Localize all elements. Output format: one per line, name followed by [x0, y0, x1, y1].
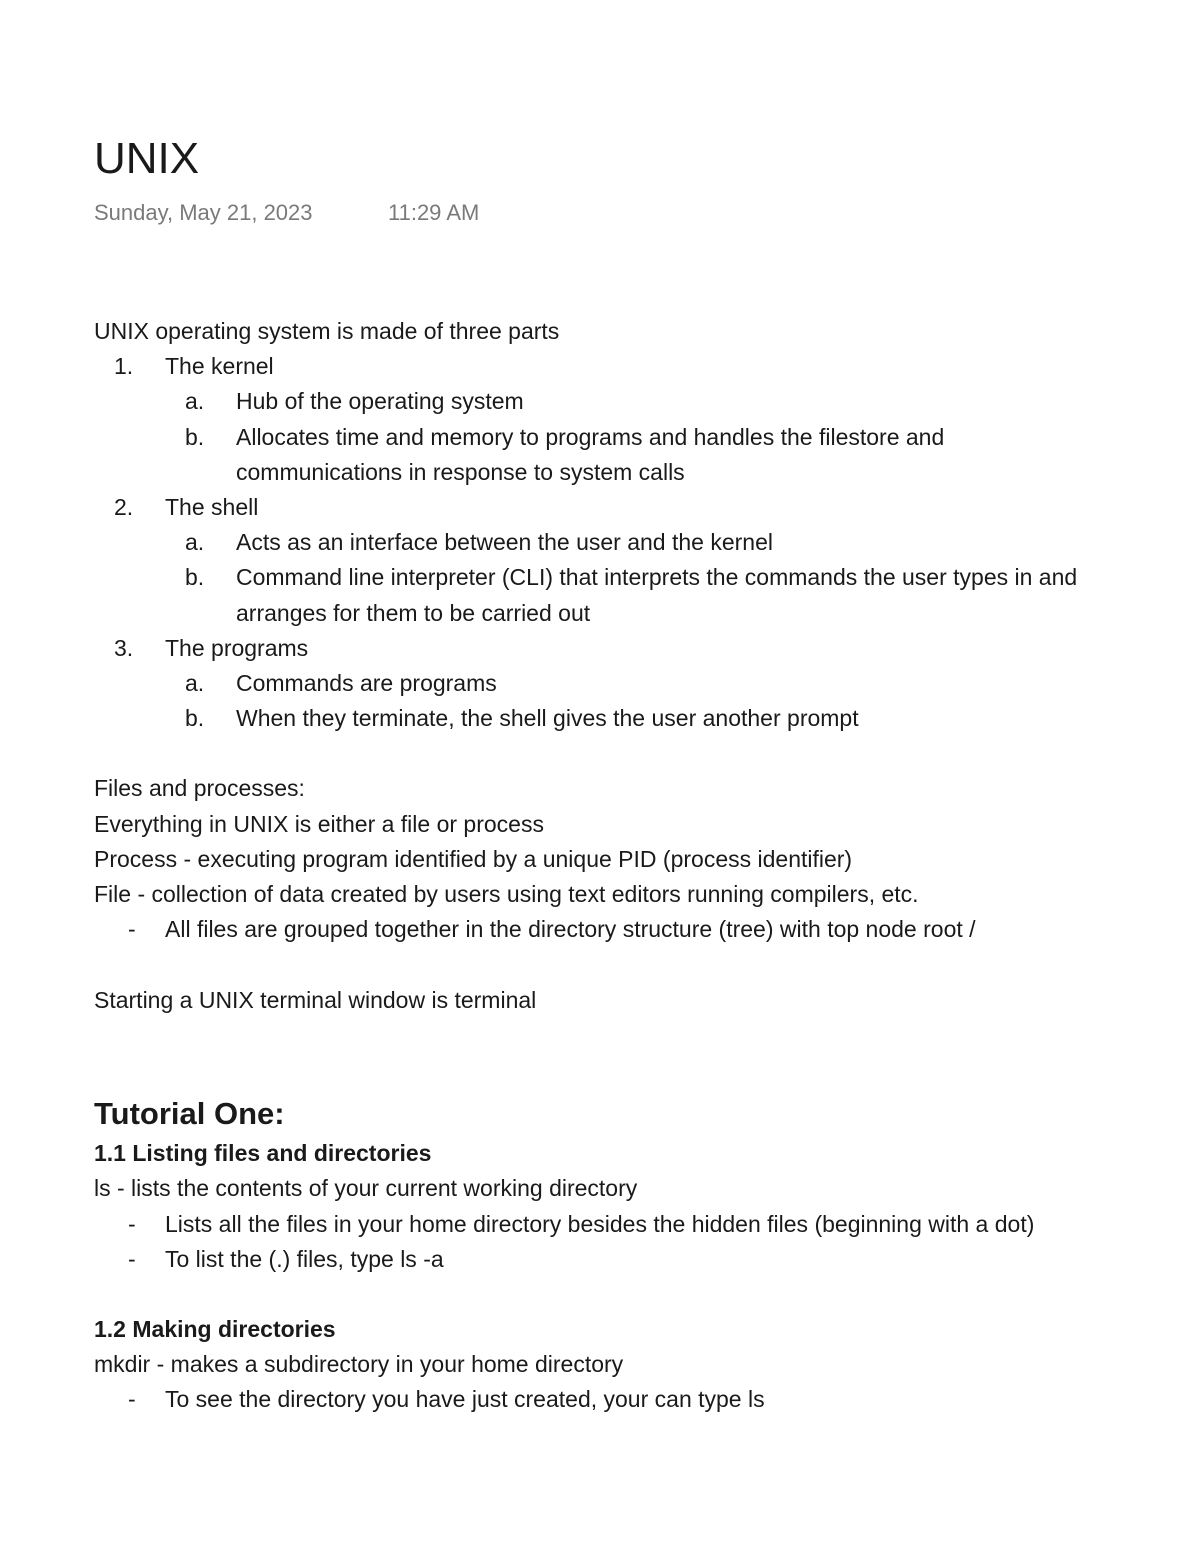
section-heading-1-2: 1.2 Making directories	[94, 1316, 336, 1343]
list-item-kernel	[94, 349, 1200, 384]
list-item-label: The kernel	[165, 353, 274, 380]
sub-item-text: Command line interpreter (CLI) that interprets the commands the user types in and	[236, 564, 1078, 591]
list-marker: a.	[185, 388, 205, 415]
list-marker: b.	[185, 705, 205, 732]
sub-item-text: arranges for them to be carried out	[236, 599, 591, 626]
list-item-programs	[94, 631, 1200, 666]
spacer	[94, 736, 1200, 771]
dash-bullet: -	[128, 1386, 136, 1413]
bullet-item	[94, 1242, 1200, 1277]
paragraph-line: Everything in UNIX is either a file or process	[94, 810, 544, 837]
sub-item-text: When they terminate, the shell gives the user another prompt	[236, 705, 859, 732]
intro-line: UNIX operating system is made of three parts	[94, 318, 560, 344]
page-date: Sunday, May 21, 2023	[94, 200, 313, 225]
page-time: 11:29 AM	[388, 200, 480, 225]
dash-bullet: -	[128, 916, 136, 943]
list-marker: 3.	[114, 634, 134, 661]
list-marker: a.	[185, 669, 205, 696]
files-heading: Files and processes:	[94, 775, 305, 802]
spacer	[94, 1018, 1200, 1088]
sub-item-text: Commands are programs	[236, 669, 497, 696]
note-body	[94, 314, 1200, 1418]
bullet-text: All files are grouped together in the directory structure (tree) with top node root /	[165, 916, 976, 943]
bullet-text: To list the (.) files, type ls -a	[165, 1245, 444, 1272]
sub-item	[94, 420, 1200, 455]
sub-item	[94, 560, 1200, 595]
bullet-item	[94, 912, 1200, 947]
spacer	[94, 1277, 1200, 1312]
paragraph-line: ls - lists the contents of your current working directory	[94, 1175, 638, 1202]
list-marker: b.	[185, 423, 205, 450]
page-meta	[94, 199, 480, 227]
sub-item	[94, 666, 1200, 701]
page-title: UNIX	[94, 134, 200, 183]
dash-bullet: -	[128, 1210, 136, 1237]
list-marker: b.	[185, 564, 205, 591]
dash-bullet: -	[128, 1245, 136, 1272]
bullet-text: To see the directory you have just created, your can type ls	[165, 1386, 765, 1413]
sub-item-text: Hub of the operating system	[236, 388, 524, 415]
bullet-item	[94, 1207, 1200, 1242]
tutorial-heading: Tutorial One:	[94, 1096, 285, 1132]
list-marker: 2.	[114, 493, 134, 520]
list-item-shell	[94, 490, 1200, 525]
bullet-text: Lists all the files in your home directory besides the hidden files (beginning with a dot)	[165, 1210, 1035, 1237]
list-marker: a.	[185, 529, 205, 556]
bullet-item	[94, 1382, 1200, 1417]
sub-item	[94, 384, 1200, 419]
spacer	[94, 947, 1200, 982]
paragraph-line: mkdir - makes a subdirectory in your home directory	[94, 1351, 624, 1378]
paragraph-line: Process - executing program identified by a unique PID (process identifier)	[94, 845, 853, 872]
list-item-label: The shell	[165, 493, 259, 520]
sub-item	[94, 525, 1200, 560]
sub-item	[94, 701, 1200, 736]
list-item-label: The programs	[165, 634, 309, 661]
sub-item-continuation	[94, 455, 1200, 490]
sub-item-text: Acts as an interface between the user and the kernel	[236, 529, 773, 556]
list-marker: 1.	[114, 353, 134, 380]
sub-item-text: Allocates time and memory to programs and handles the filestore and	[236, 423, 945, 450]
sub-item-continuation	[94, 596, 1200, 631]
section-heading-1-1: 1.1 Listing files and directories	[94, 1140, 432, 1167]
paragraph-line: Starting a UNIX terminal window is terminal	[94, 986, 537, 1013]
sub-item-text: communications in response to system calls	[236, 458, 685, 485]
paragraph-line: File - collection of data created by users using text editors running compilers, etc.	[94, 881, 919, 907]
